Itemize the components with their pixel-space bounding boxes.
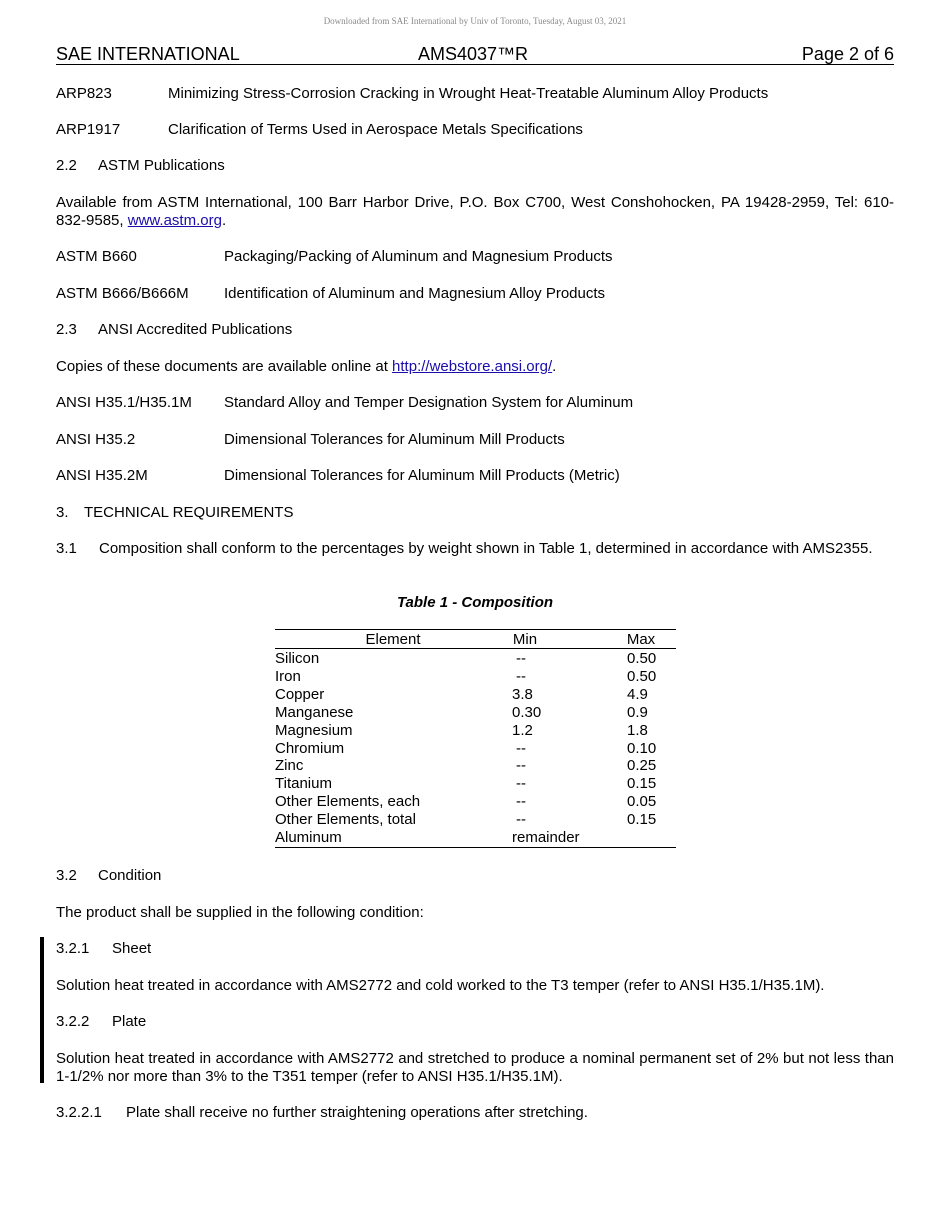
download-watermark: Downloaded from SAE International by Univ of Toronto, Tuesday, August 03, 2021: [323, 16, 627, 26]
straightening-paragraph: Plate shall receive no further straightening operations after stretching.: [126, 1104, 588, 1121]
ansi-availability-text: Copies of these documents are available online at: [56, 358, 393, 375]
section-heading-technical-requirements: TECHNICAL REQUIREMENTS: [84, 504, 294, 521]
table-cell-min: --: [516, 757, 526, 775]
table-cell-element: Zinc: [275, 757, 304, 775]
table-cell-max: 0.25: [627, 757, 657, 775]
ref-code: ANSI H35.2: [56, 431, 136, 448]
table-cell-min: --: [516, 667, 526, 685]
table-cell-min: --: [516, 650, 526, 667]
section-number: 3.1: [56, 540, 77, 557]
section-number: 3.2.2.1: [56, 1104, 102, 1121]
ref-title: Standard Alloy and Temper Designation System for Aluminum: [224, 394, 634, 411]
ansi-availability-end: .: [552, 358, 557, 375]
table-cell-max: 0.15: [627, 775, 657, 793]
ref-title: Clarification of Terms Used in Aerospace Metals Specifications: [168, 121, 583, 138]
table-cell-max: 0.15: [627, 811, 657, 829]
section-heading-ansi: ANSI Accredited Publications: [98, 321, 293, 338]
table-cell-element: Other Elements, total: [275, 811, 416, 829]
astm-availability-text: Available from ASTM International, 100 Barr Harbor Drive, P.O. Box C700, West Conshohocken, PA 19428-2959, Tel: 610-832-9585,: [56, 194, 894, 229]
composition-paragraph: Composition shall conform to the percentages by weight shown in Table 1, determined in accordance with AMS2355.: [99, 540, 873, 557]
table-cell-element: Other Elements, each: [275, 793, 421, 811]
table-cell-element: Aluminum: [275, 829, 342, 846]
table-cell-min: 3.8: [512, 685, 533, 703]
section-number: 2.3: [56, 321, 77, 338]
table-cell-element: Iron: [275, 667, 301, 685]
table-cell-element: Chromium: [275, 739, 345, 757]
section-heading-astm: ASTM Publications: [98, 157, 225, 174]
astm-website-link[interactable]: www.astm.org: [127, 212, 222, 229]
ref-title: Packaging/Packing of Aluminum and Magnesium Products: [224, 248, 613, 265]
header-org: SAE INTERNATIONAL: [56, 44, 240, 64]
header-page-number: Page 2 of 6: [801, 44, 894, 64]
ref-title: Dimensional Tolerances for Aluminum Mill Products (Metric): [224, 467, 620, 484]
table-cell-element: Titanium: [275, 775, 332, 793]
table-cell-max: 0.50: [627, 667, 657, 685]
table-header-max: Max: [626, 631, 656, 648]
table-caption: Table 1 - Composition: [396, 594, 554, 611]
table-cell-max: 0.9: [627, 703, 648, 721]
section-number: 3.2.2: [56, 1013, 90, 1030]
ref-code: ARP823: [56, 85, 112, 102]
table-cell-min: 1.2: [512, 721, 533, 739]
ref-code: ANSI H35.2M: [56, 467, 148, 484]
section-heading-plate: Plate: [112, 1013, 147, 1030]
table-cell-element: Silicon: [275, 650, 320, 667]
ref-code: ANSI H35.1/H35.1M: [56, 394, 192, 411]
ansi-availability-paragraph: [56, 358, 556, 375]
table-header-element: Element: [365, 631, 421, 648]
ref-code: ASTM B660: [56, 248, 137, 265]
astm-availability-end: .: [221, 212, 227, 229]
table-cell-min: --: [516, 811, 526, 829]
table-header-min: Min: [512, 631, 538, 648]
table-cell-max: 0.05: [627, 793, 657, 811]
table-cell-element: Magnesium: [275, 721, 353, 739]
section-number: 3.: [56, 504, 69, 521]
table-cell-min: 0.30: [512, 703, 542, 721]
table-cell-max: 0.10: [627, 739, 657, 757]
ref-title: Minimizing Stress-Corrosion Cracking in Wrought Heat-Treatable Aluminum Alloy Products: [168, 85, 769, 102]
section-heading-sheet: Sheet: [112, 940, 152, 957]
table-cell-min: remainder: [512, 829, 580, 846]
ref-title: Identification of Aluminum and Magnesium Alloy Products: [224, 285, 606, 302]
plate-paragraph: Solution heat treated in accordance with AMS2772 and stretched to produce a nominal permanent set of 2% but not less than 1-1/2% nor more than 3% to the T351 temper (refer to ANSI H35.1/H35.1M).: [56, 1050, 894, 1085]
revision-change-bar: [40, 937, 44, 1083]
section-heading-condition: Condition: [98, 867, 162, 884]
section-number: 3.2: [56, 867, 77, 884]
table-top-rule: [275, 629, 676, 630]
table-cell-min: --: [516, 739, 526, 757]
header-rule: [56, 64, 894, 65]
ref-code: ASTM B666/B666M: [56, 285, 189, 302]
table-cell-max: 1.8: [627, 721, 648, 739]
astm-availability-paragraph: [56, 194, 894, 230]
condition-intro: The product shall be supplied in the following condition:: [56, 904, 424, 921]
section-number: 2.2: [56, 157, 77, 174]
ansi-webstore-link[interactable]: http://webstore.ansi.org/: [392, 358, 553, 375]
table-cell-max: 0.50: [627, 650, 657, 667]
section-number: 3.2.1: [56, 940, 90, 957]
table-cell-max: 4.9: [627, 685, 648, 703]
ref-title: Dimensional Tolerances for Aluminum Mill Products: [224, 431, 565, 448]
table-cell-min: --: [516, 793, 526, 811]
header-doc-id: AMS4037™R: [418, 44, 529, 64]
table-cell-min: --: [516, 775, 526, 793]
table-cell-element: Manganese: [275, 703, 354, 721]
ref-code: ARP1917: [56, 121, 121, 138]
table-cell-element: Copper: [275, 685, 325, 703]
sheet-paragraph: Solution heat treated in accordance with AMS2772 and cold worked to the T3 temper (refer to ANSI H35.1/H35.1M).: [56, 977, 825, 994]
table-bottom-rule: [275, 847, 676, 848]
